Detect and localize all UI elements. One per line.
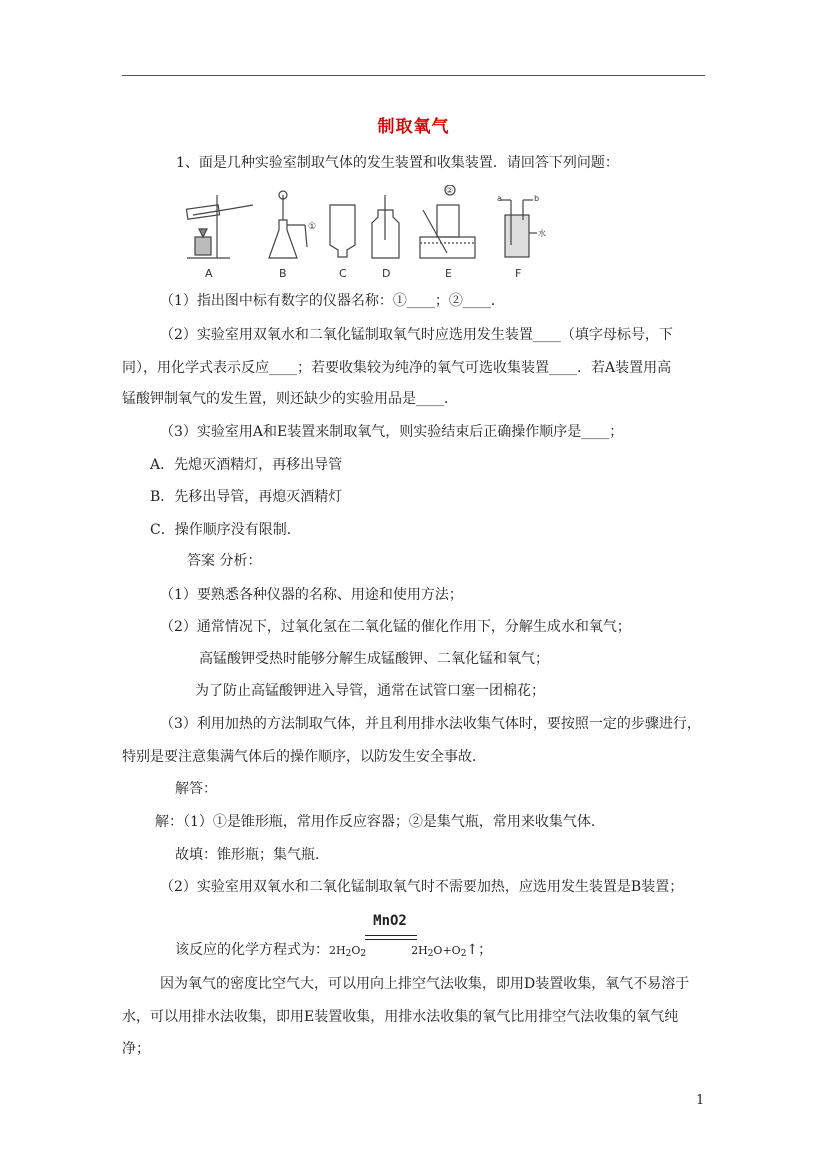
analysis-1: （1）要熟悉各种仪器的名称、用途和使用方法； [160,587,463,603]
mark-two: ② [446,186,454,195]
label-B: B [279,267,287,280]
mark-one: ① [308,222,317,232]
analysis-2: （2）通常情况下，过氧化氢在二氧化锰的催化作用下，分解生成水和氧气； [160,619,631,635]
equation-left: $2H_2O_2$ [329,944,367,959]
solution-2: （2）实验室用双氧水和二氧化锰制取氧气时不需要加热，应选用发生装置是B装置； [160,879,684,895]
page-number: 1 [696,1093,705,1108]
label-F: F [515,267,522,280]
option-a: A．先熄灭酒精灯，再移出导管 [150,457,343,473]
page-title: 制取氧气 [377,117,450,137]
option-b: B．先移出导管，再熄灭酒精灯 [150,489,343,505]
analysis-3b: 特别是要注意集满气体后的操作顺序，以防发生安全事故． [122,749,486,765]
q2-line-a: （2）实验室用双氧水和二氧化锰制取氧气时应选用发生装置____（填字母标号，下 [160,327,673,343]
answer-heading: 答案 分析： [187,553,262,569]
analysis-2b: 高锰酸钾受热时能够分解生成锰酸钾、二氧化锰和氧气； [199,651,549,667]
solution-3a: 因为氧气的密度比空气大，可以用向上排空气法收集，即用D装置收集，氧气不易溶于 [160,976,690,992]
equation-arrow: ↑； [466,942,493,958]
q3-line: （3）实验室用A和E装置来制取氧气，则实验结束后正确操作顺序是____； [160,424,624,440]
mark-b: b [534,194,540,203]
label-D: D [382,267,391,280]
solution-1b: 故填：锥形瓶；集气瓶． [175,847,329,863]
solution-3b: 水，可以用排水法收集，即用E装置收集，用排水法收集的氧气比用排空气法收集的氧气纯 [122,1009,679,1025]
label-E: E [445,267,452,280]
equation-bar-bottom [365,939,417,940]
mark-a: a [497,194,502,203]
q2-line-c: 锰酸钾制氧气的发生置，则还缺少的实验用品是____． [122,391,458,407]
header-rule [122,75,705,76]
label-C: C [339,267,347,280]
analysis-2c: 为了防止高锰酸钾进入导管，通常在试管口塞一团棉花； [195,683,545,699]
analysis-3a: （3）利用加热的方法制取气体，并且利用排水法收集气体时，要按照一定的步骤进行， [160,716,701,732]
solution-3c: 净； [122,1041,150,1057]
option-c: C．操作顺序没有限制． [150,522,301,538]
question-text: 1、面是几种实验室制取气体的发生装置和收集装置．请回答下列问题： [176,155,619,171]
solution-heading: 解答： [175,781,217,797]
equation-right: $2H_2O+O_2$ [411,944,467,959]
equation-catalyst: MnO2 [373,913,407,929]
q2-line-b: 同），用化学式表示反应____；若要收集较为纯净的氧气可选收集装置____．若A装置用高 [122,360,672,376]
apparatus-figure [175,185,565,280]
solution-1: 解：（1）①是锥形瓶，常用作反应容器；②是集气瓶，常用来收集气体． [155,814,605,830]
q1-line: （1）指出图中标有数字的仪器名称：①____；②____． [160,293,505,309]
equation-line [175,941,492,963]
label-A: A [205,267,213,280]
mark-water: 水 [538,229,546,238]
equation-bar-top [365,935,417,936]
equation-prefix: 该反应的化学方程式为： [175,942,329,958]
